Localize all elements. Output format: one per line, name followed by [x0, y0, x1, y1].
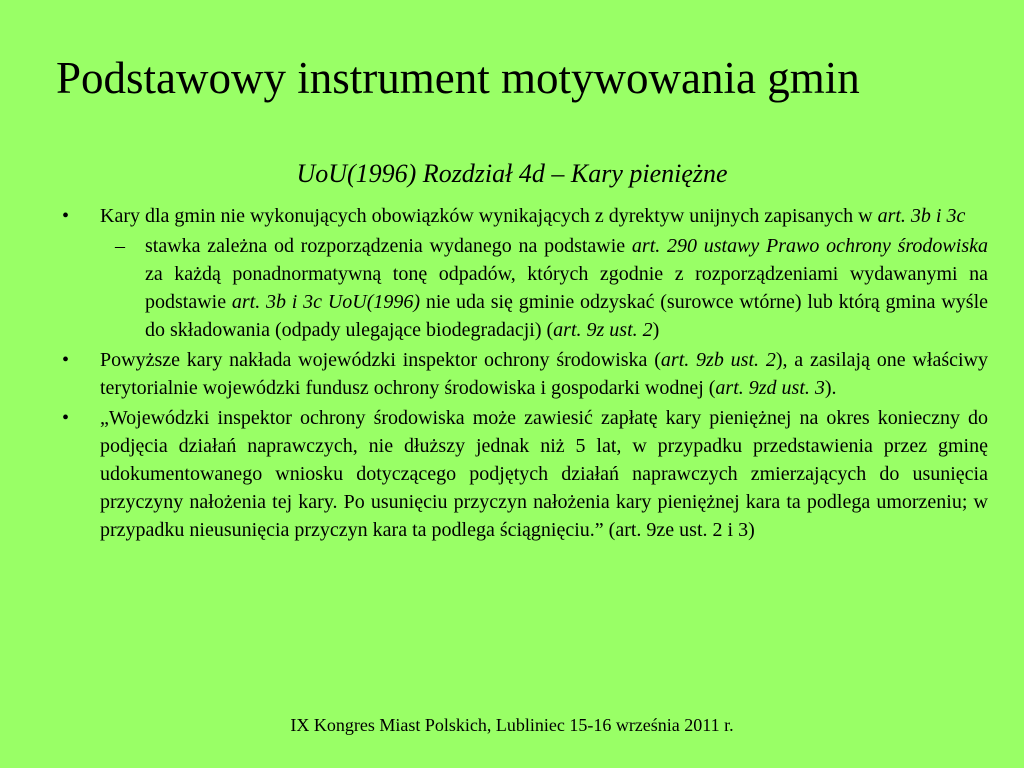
slide-title: Podstawowy instrument motywowania gmin	[56, 53, 860, 103]
bullet-icon: •	[62, 407, 70, 429]
sub-bullet-text: )	[652, 319, 660, 341]
legal-reference: art. 3b i 3c	[877, 205, 966, 227]
legal-reference: art. 9zb ust. 2	[660, 349, 776, 371]
bullet-2-text: ).	[824, 377, 837, 399]
slide-subtitle: UoU(1996) Rozdział 4d – Kary pieniężne	[296, 159, 728, 188]
legal-reference: art. 290 ustawy Prawo ochrony środowiska	[631, 235, 988, 257]
bullet-2-text: Powyższe kary nakłada wojewódzki inspektor ochrony środowiska (	[100, 349, 661, 371]
slide-body	[60, 202, 988, 546]
bullet-3-quote: „Wojewódzki inspektor ochrony środowiska może zawiesić zapłatę kary pieniężnej na okres konieczny do podjęcia działań naprawczych, nie dłuższy jednak niż 5 lat, w przypadku przedstawienia przez gminę udokumentowanego wniosku dotyczącego podjętych działań naprawczych zmierzających do usunięcia przyczyny nałożenia tej kary. Po usunięciu przyczyn nałożenia kary pieniężnej kara ta podlega umorzeniu; w przypadku nieusunięcia przyczyn kara ta podlega ściągnięciu.” (art. 9ze ust. 2 i 3)	[100, 407, 988, 541]
sub-bullet-text: stawka zależna od rozporządzenia wydanego na podstawie	[145, 235, 632, 257]
bullet-item-1	[60, 202, 988, 230]
bullet-icon: •	[62, 349, 70, 371]
bullet-1-text: Kary dla gmin nie wykonujących obowiązków wynikających z dyrektyw unijnych zapisanych w	[100, 205, 878, 227]
bullet-item-3	[60, 404, 988, 544]
bullet-2-text: ), a zasilają one właściwy terytorialnie wojewódzki fundusz ochrony środowiska i gospodarki wodnej (	[100, 349, 988, 399]
slide-footer: IX Kongres Miast Polskich, Lubliniec 15-16 września 2011 r.	[290, 715, 734, 735]
legal-reference: art. 9z ust. 2	[553, 319, 653, 341]
bullet-icon: •	[62, 205, 70, 227]
dash-icon: –	[115, 235, 125, 257]
bullet-item-2	[60, 346, 988, 402]
sub-bullet-text: za każdą ponadnormatywną tonę odpadów, których zgodnie z rozporządzeniami wydawanymi na podstawie	[145, 263, 988, 313]
legal-reference: art. 3b i 3c UoU(1996)	[231, 291, 421, 313]
sub-bullet-text: nie uda się gminie odzyskać (surowce wtórne) lub którą gmina wyśle do składowania (odpady ulegające biodegradacji) (	[145, 291, 988, 341]
legal-reference: art. 9zd ust. 3	[715, 377, 825, 399]
sub-bullet-item-1	[60, 232, 988, 344]
